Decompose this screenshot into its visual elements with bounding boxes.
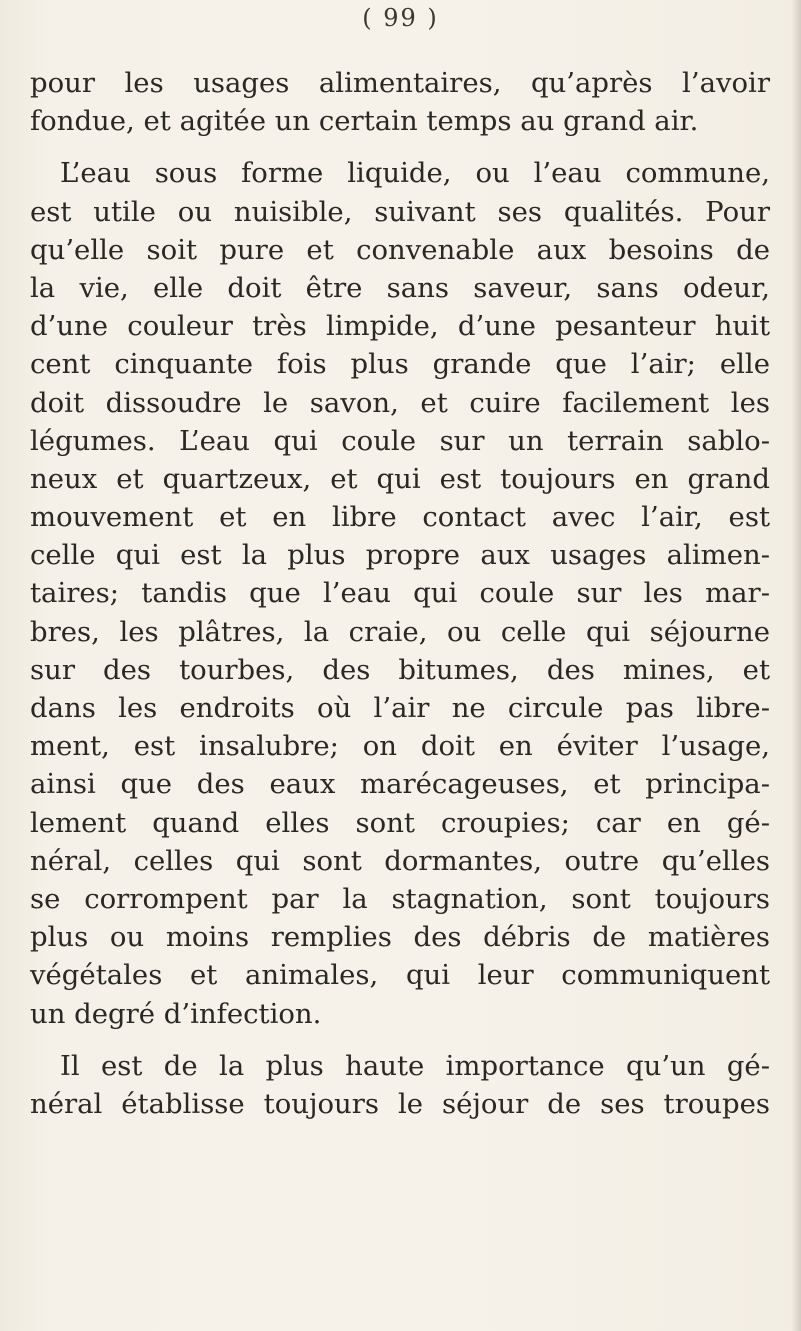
text-line: fondue, et agitée un certain temps au grand air. bbox=[30, 105, 699, 138]
page-number: ( 99 ) bbox=[362, 4, 439, 32]
text-line: un degré d’infection. bbox=[30, 997, 322, 1030]
text-line: légumes. L’eau qui coule sur un terrain sablo- bbox=[30, 424, 770, 457]
text-line: lement quand elles sont croupies; car en gé- bbox=[30, 806, 770, 839]
text-line: néral établisse toujours le séjour de ses troupes bbox=[30, 1087, 770, 1120]
text-line: ainsi que des eaux marécageuses, et principa- bbox=[30, 768, 770, 801]
text-line: pour les usages alimentaires, qu’après l’avoir bbox=[30, 67, 770, 99]
text-line: taires; tandis que l’eau qui coule sur les mar- bbox=[30, 577, 770, 610]
paragraph-gap bbox=[30, 140, 770, 154]
text-line: végétales et animales, qui leur communiquent bbox=[30, 959, 770, 992]
text-line: qu’elle soit pure et convenable aux besoins de bbox=[30, 233, 770, 266]
text-line: d’une couleur très limpide, d’une pesanteur huit bbox=[30, 310, 770, 343]
text-line: néral, celles qui sont dormantes, outre qu’elles bbox=[30, 844, 770, 877]
text-line: plus ou moins remplies des débris de matières bbox=[30, 921, 770, 954]
page-edge-shadow bbox=[791, 0, 801, 1331]
text-line: sur des tourbes, des bitumes, des mines, et bbox=[30, 653, 770, 686]
text-line: cent cinquante fois plus grande que l’air; elle bbox=[30, 348, 770, 381]
text-line: se corrompent par la stagnation, sont toujours bbox=[30, 882, 770, 915]
text-line: neux et quartzeux, et qui est toujours en grand bbox=[30, 462, 770, 495]
text-line: bres, les plâtres, la craie, ou celle qui séjourne bbox=[30, 615, 770, 648]
text-line: Il est de la plus haute importance qu’un gé- bbox=[60, 1049, 770, 1082]
text-line: est utile ou nuisible, suivant ses qualités. Pour bbox=[30, 195, 770, 228]
text-line: mouvement et en libre contact avec l’air, est bbox=[30, 501, 770, 534]
text-line: ment, est insalubre; on doit en éviter l’usage, bbox=[30, 730, 770, 763]
text-line: doit dissoudre le savon, et cuire facilement les bbox=[30, 386, 770, 419]
body-text bbox=[30, 64, 770, 1123]
paragraph-gap bbox=[30, 1033, 770, 1047]
text-line: la vie, elle doit être sans saveur, sans odeur, bbox=[30, 271, 770, 304]
text-line: celle qui est la plus propre aux usages alimen- bbox=[30, 539, 770, 572]
text-line: L’eau sous forme liquide, ou l’eau commune, bbox=[60, 157, 770, 190]
text-line: dans les endroits où l’air ne circule pas libre- bbox=[30, 692, 770, 724]
